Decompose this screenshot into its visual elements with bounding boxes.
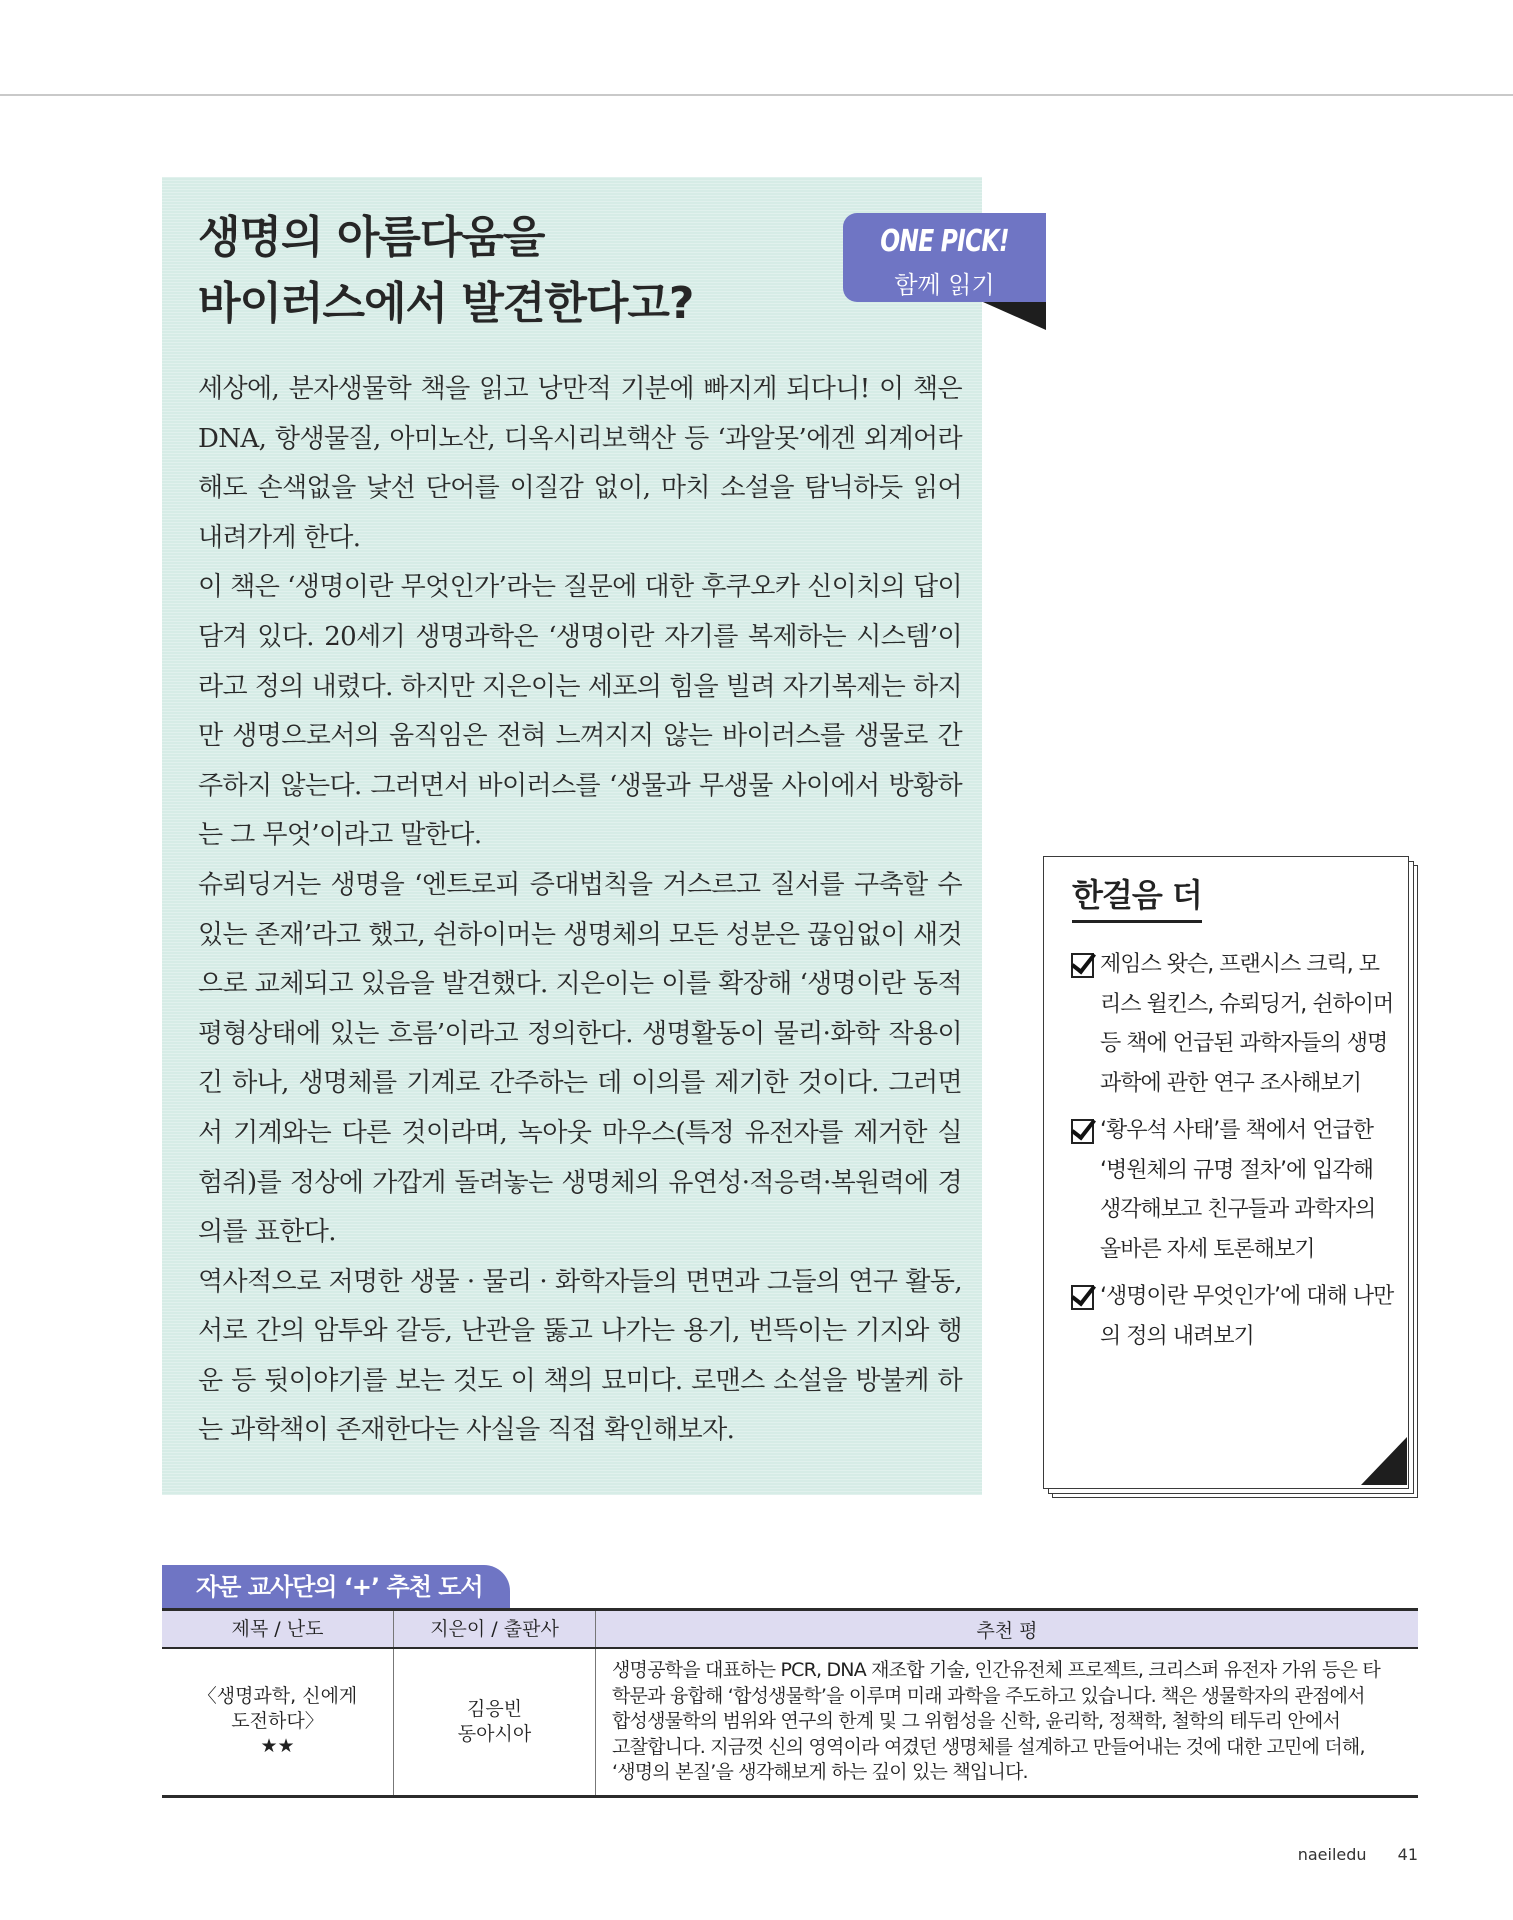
page-number: 41 [1397,1845,1418,1864]
note-item-text: ‘생명이란 무엇인가’에 대해 나만의 정의 내려보기 [1100,1284,1394,1349]
article-body [198,365,962,1456]
note-item [1071,1111,1397,1269]
note-card-title: 한걸음 더 [1072,870,1202,923]
checkbox-checked-icon [1071,1119,1094,1144]
note-item-text: ‘황우석 사태’를 책에서 언급한 ‘병원체의 규명 절차’에 입각해 생각해보고 친구들과 과학자의 올바른 자세 토론해보기 [1100,1118,1376,1262]
review-line: 고찰합니다. 지금껏 신의 영역이라 여겼던 생명체를 설계하고 만들어내는 것에 대한 고민에 더해, [612,1735,1365,1758]
note-item [1071,1277,1397,1356]
difficulty-stars: ★★ [260,1735,295,1758]
checkbox-checked-icon [1071,953,1094,978]
review-line: ‘생명의 본질’을 생각해보게 하는 깊이 있는 책입니다. [612,1761,1028,1784]
badge-main-label: ONE PICK! [880,224,1009,259]
article-paragraph-4: 역사적으로 저명한 생물 · 물리 · 화학자들의 면면과 그들의 연구 활동, 서로 간의 암투와 갈등, 난관을 뚫고 나가는 용기, 번뜩이는 기지와 행운 등 뒷이야기를 보는 것도 이 책의 묘미다. 로맨스 소설을 방불케 하는 과학책이 존재한다는 사실을 직접 확인해보자. [198,1266,962,1446]
header-author-publisher: 지은이 / 출판사 [394,1611,596,1648]
footer-site-name: naeiledu [1297,1845,1367,1864]
book-title-cell [162,1648,394,1796]
page-footer [1272,1845,1418,1864]
title-line-2: 바이러스에서 발견한다고? [198,278,694,329]
header-title-difficulty: 제목 / 난도 [162,1611,394,1648]
author-cell [394,1648,596,1796]
article-paragraph-1: 세상에, 분자생물학 책을 읽고 낭만적 기분에 빠지게 되다니! 이 책은 DNA, 항생물질, 아미노산, 디옥시리보핵산 등 ‘과알못’에겐 외계어라 해도 손색없을 낯선 단어를 이질감 없이, 마치 소설을 탐닉하듯 읽어 내려가게 한다. [198,374,962,553]
review-line: 합성생물학의 범위와 연구의 한계 및 그 위험성을 신학, 윤리학, 정책학, 철학의 테두리 안에서 [612,1710,1341,1733]
book-title-line-1: 〈생명과학, 신에게 [197,1685,358,1708]
note-card-corner [1361,1437,1407,1485]
header-review: 추천 평 [596,1611,1419,1648]
review-line: 학문과 융합해 ‘합성생물학’을 이루며 미래 과학을 주도하고 있습니다. 책은 생물학자의 관점에서 [612,1684,1365,1707]
badge-fold-shadow [983,302,1046,330]
badge-sub-label: 함께 읽기 [894,271,995,299]
book-title-line-2: 도전하다〉 [231,1710,324,1733]
one-pick-badge [843,213,1046,302]
recommend-tab: 자문 교사단의 ‘+’ 추천 도서 [162,1565,510,1609]
article-paragraph-3: 슈뢰딩거는 생명을 ‘엔트로피 증대법칙을 거스르고 질서를 구축할 수 있는 존재’라고 했고, 쉰하이머는 생명체의 모든 성분은 끊임없이 새것으로 교체되고 있음을 발견했다. 지은이는 이를 확장해 ‘생명이란 동적 평형상태에 있는 흐름’이라고 정의한다. 생명활동이 물리·화학 작용이긴 하나, 생명체를 기계로 간주하는 데 이의를 제기한 것이다. 그러면서 기계와는 다른 것이라며, 녹아웃 마우스(특정 유전자를 제거한 실험쥐)를 정상에 가깝게 돌려놓는 생명체의 유연성·적응력·복원력에 경의를 표한다. [198,869,962,1248]
title-line-1: 생명의 아름다움을 [198,212,545,263]
review-cell [596,1648,1419,1796]
checkbox-checked-icon [1071,1285,1094,1310]
article-paragraph-2: 이 책은 ‘생명이란 무엇인가’라는 질문에 대한 후쿠오카 신이치의 답이 담겨 있다. 20세기 생명과학은 ‘생명이란 자기를 복제하는 시스템’이라고 정의 내렸다. 하지만 지은이는 세포의 힘을 빌려 자기복제는 하지만 생명으로서의 움직임은 전혀 느껴지지 않는 바이러스를 생물로 간주하지 않는다. 그러면서 바이러스를 ‘생물과 무생물 사이에서 방황하는 그 무엇’이라고 말한다. [198,572,962,851]
author-name: 김응빈 [466,1697,523,1720]
table-header-row [162,1611,1418,1648]
note-card-list [1071,945,1397,1364]
recommend-table [162,1611,1418,1798]
article-title [198,205,758,337]
publisher-name: 동아시아 [457,1722,532,1745]
top-divider [0,94,1513,96]
note-item [1071,945,1397,1103]
note-item-text: 제임스 왓슨, 프랜시스 크릭, 모리스 윌킨스, 슈뢰딩거, 쉰하이머 등 책에 언급된 과학자들의 생명과학에 관한 연구 조사해보기 [1100,952,1394,1096]
review-line: 생명공학을 대표하는 PCR, DNA 재조합 기술, 인간유전체 프로젝트, 크리스퍼 유전자 가위 등은 타 [612,1659,1380,1681]
table-row [162,1648,1418,1796]
